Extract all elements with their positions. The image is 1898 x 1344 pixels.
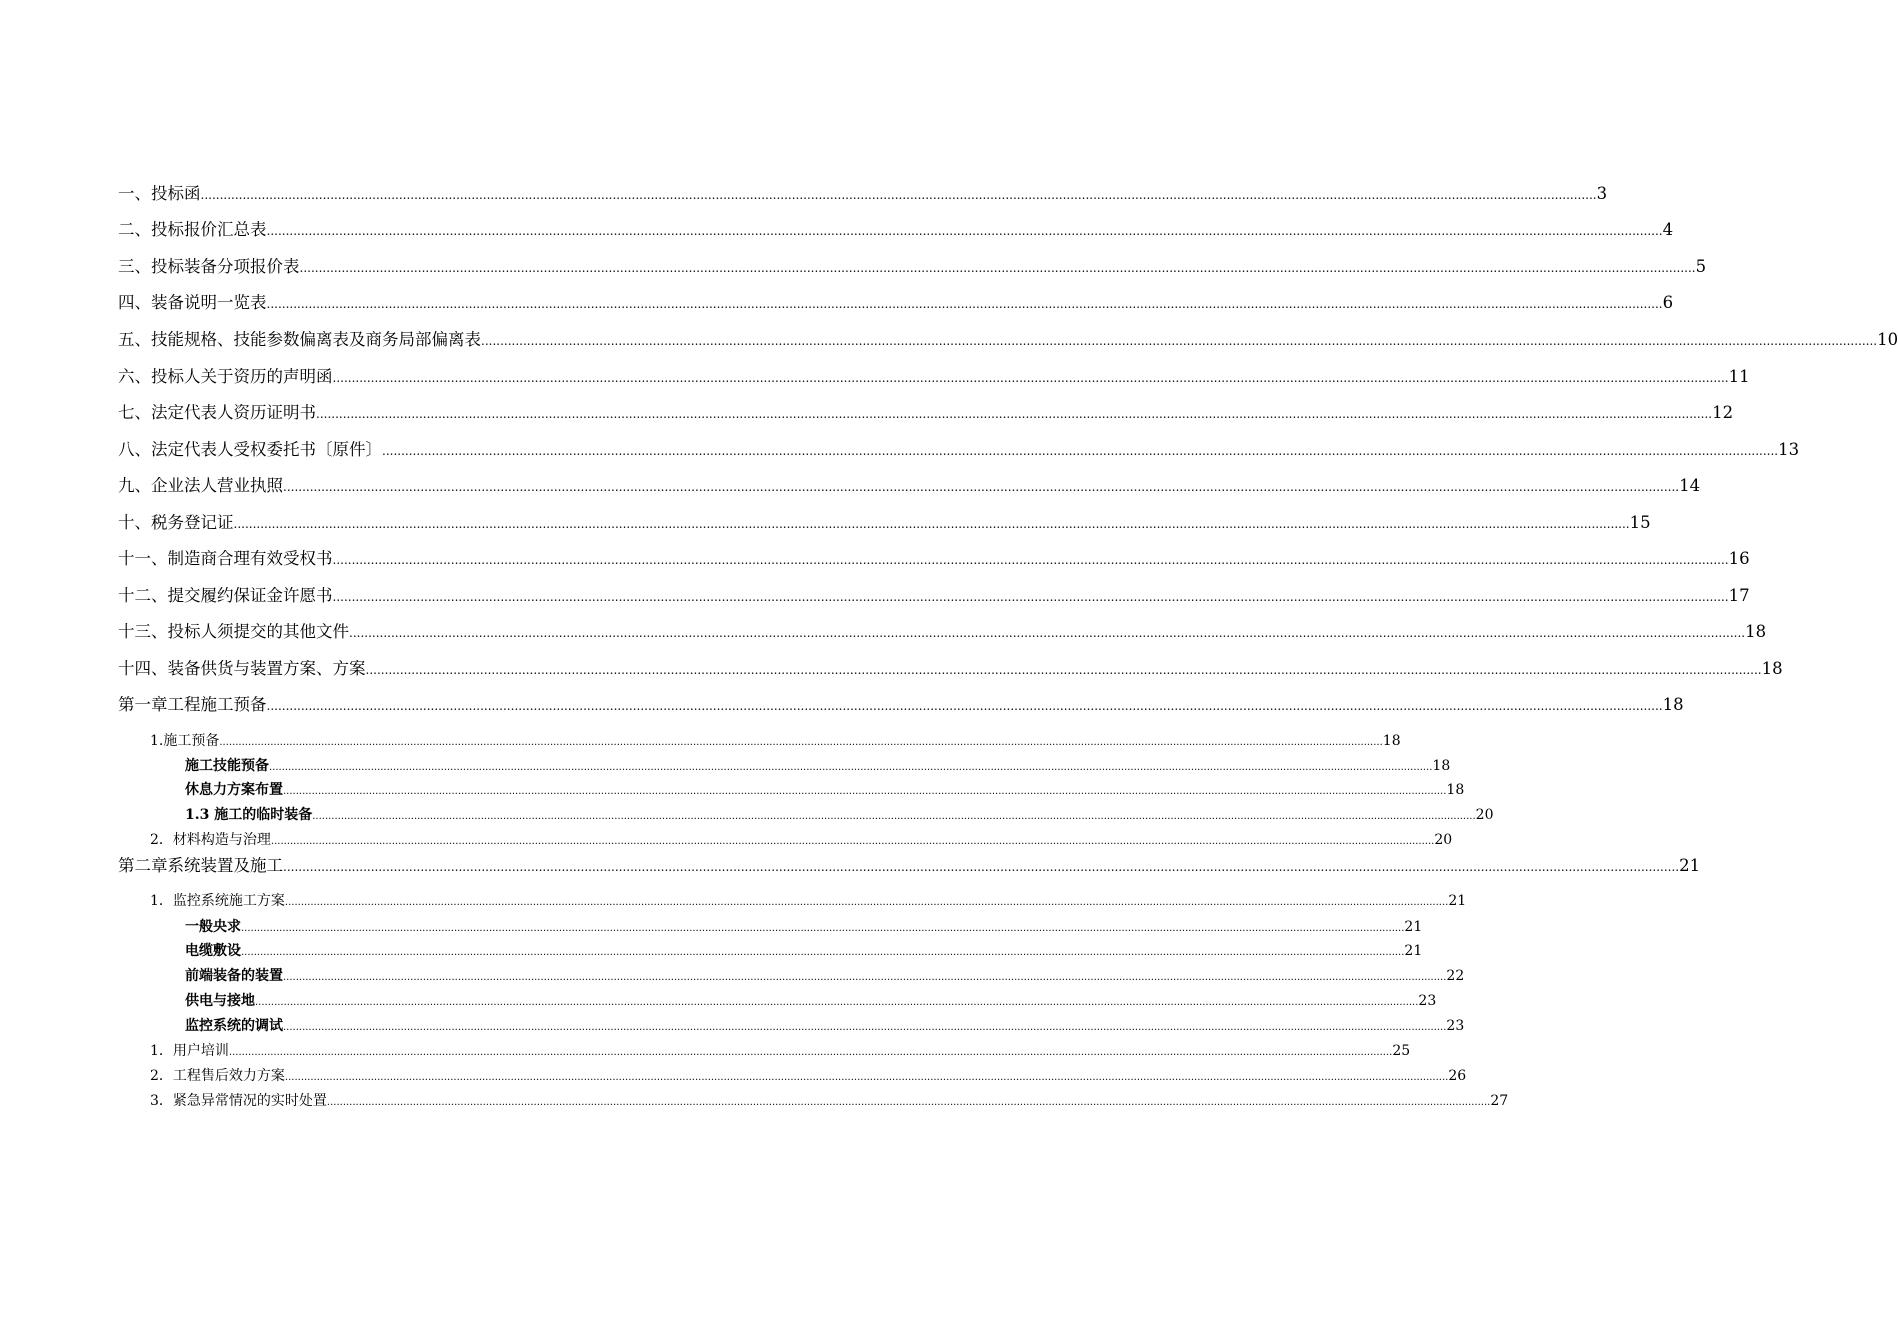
toc-entry[interactable] — [118, 328, 1898, 352]
toc-entry-page: 13 — [1778, 440, 1800, 459]
toc-entry-page: 3 — [1596, 184, 1608, 203]
toc-entry-title: 一、投标函 — [118, 182, 201, 206]
toc-entry[interactable] — [118, 218, 1674, 242]
toc-entry-title: 十四、装备供货与装置方案、方案 — [118, 657, 366, 681]
toc-entry-page: 18 — [1382, 733, 1401, 749]
toc-entry[interactable] — [185, 1016, 1465, 1036]
toc-entry-page: 21 — [1679, 856, 1701, 875]
toc-entry-title: 三、投标装备分项报价表 — [118, 255, 300, 279]
toc-entry-page: 20 — [1475, 807, 1494, 823]
toc-entry[interactable] — [150, 1066, 1467, 1086]
toc-entry[interactable] — [118, 620, 1767, 644]
toc-entry[interactable] — [185, 805, 1494, 825]
toc-entry-title: 十二、提交履约保证金许愿书 — [118, 584, 333, 608]
toc-entry-title: 2．材料构造与治理 — [150, 832, 271, 848]
toc-entry[interactable] — [150, 731, 1401, 751]
toc-leader-dots: .............................................................................................................................................................................................................................................................................................................................................................................. — [316, 407, 1713, 421]
toc-entry[interactable] — [185, 991, 1437, 1011]
toc-leader-dots: .............................................................................................................................................................................................................................................................................................................................................................................. — [365, 663, 1762, 677]
toc-entry-page: 25 — [1392, 1043, 1411, 1059]
toc-entry-title: 八、法定代表人受权委托书〔原件〕 — [118, 438, 382, 462]
toc-entry-page: 16 — [1728, 549, 1750, 568]
toc-entry-title: 六、投标人关于资历的声明函 — [118, 365, 333, 389]
toc-entry-title: 1．监控系统施工方案 — [150, 893, 285, 909]
toc-leader-dots: .............................................................................................................................................................................................................................................................................................................................................................................. — [326, 1097, 1491, 1108]
toc-entry-title: 二、投标报价汇总表 — [118, 218, 267, 242]
toc-entry[interactable] — [118, 401, 1734, 425]
toc-entry-title: 休息力方案布置 — [185, 782, 283, 798]
toc-entry-page: 21 — [1404, 919, 1423, 935]
toc-entry[interactable] — [118, 365, 1750, 389]
toc-leader-dots: .............................................................................................................................................................................................................................................................................................................................................................................. — [312, 811, 1476, 822]
toc-leader-dots: .............................................................................................................................................................................................................................................................................................................................................................................. — [200, 188, 1597, 202]
toc-entry-page: 12 — [1712, 403, 1734, 422]
toc-entry-title: 1.施工预备 — [150, 733, 220, 749]
toc-entry[interactable] — [118, 657, 1783, 681]
toc-entry-page: 4 — [1662, 220, 1674, 239]
toc-entry-title: 前端装备的装置 — [185, 968, 283, 984]
toc-entry[interactable] — [118, 547, 1750, 571]
toc-entry-title: 电缆敷设 — [185, 943, 241, 959]
toc-entry-page: 6 — [1662, 293, 1674, 312]
toc-entry-title: 2．工程售后效力方案 — [150, 1068, 285, 1084]
toc-entry[interactable] — [185, 756, 1451, 776]
toc-entry[interactable] — [118, 291, 1674, 315]
toc-entry-page: 11 — [1728, 367, 1750, 386]
toc-entry-title: 1．用户培训 — [150, 1043, 229, 1059]
toc-leader-dots: .............................................................................................................................................................................................................................................................................................................................................................................. — [332, 590, 1729, 604]
toc-leader-dots: .............................................................................................................................................................................................................................................................................................................................................................................. — [283, 860, 1680, 874]
toc-entry-page: 20 — [1434, 832, 1453, 848]
toc-entry-page: 17 — [1728, 586, 1750, 605]
toc-entry-title: 四、装备说明一览表 — [118, 291, 267, 315]
toc-entry[interactable] — [185, 780, 1465, 800]
toc-entry-page: 21 — [1448, 893, 1467, 909]
toc-entry[interactable] — [118, 693, 1684, 717]
toc-entry-title: 五、技能规格、技能参数偏离表及商务局部偏离表 — [118, 328, 481, 352]
toc-entry-title: 第二章系统装置及施工 — [118, 854, 283, 878]
toc-entry-page: 26 — [1448, 1068, 1467, 1084]
toc-leader-dots: .............................................................................................................................................................................................................................................................................................................................................................................. — [283, 1022, 1447, 1033]
toc-leader-dots: .............................................................................................................................................................................................................................................................................................................................................................................. — [332, 553, 1729, 567]
toc-entry-page: 22 — [1446, 968, 1465, 984]
toc-entry-page: 21 — [1404, 943, 1423, 959]
toc-leader-dots: .............................................................................................................................................................................................................................................................................................................................................................................. — [270, 836, 1435, 847]
toc-entry[interactable] — [150, 1091, 1509, 1111]
toc-entry-title: 1.3 施工的临时装备 — [185, 807, 313, 823]
toc-leader-dots: .............................................................................................................................................................................................................................................................................................................................................................................. — [284, 1072, 1449, 1083]
toc-entry-page: 5 — [1695, 257, 1707, 276]
toc-leader-dots: .............................................................................................................................................................................................................................................................................................................................................................................. — [349, 626, 1746, 640]
toc-leader-dots: .............................................................................................................................................................................................................................................................................................................................................................................. — [266, 224, 1663, 238]
toc-entry[interactable] — [150, 1041, 1411, 1061]
toc-leader-dots: .............................................................................................................................................................................................................................................................................................................................................................................. — [299, 261, 1696, 275]
toc-entry[interactable] — [150, 830, 1453, 850]
toc-entry-title: 施工技能预备 — [185, 758, 269, 774]
toc-entry-page: 14 — [1679, 476, 1701, 495]
toc-entry-title: 供电与接地 — [185, 993, 255, 1009]
toc-entry-page: 23 — [1418, 993, 1437, 1009]
toc-leader-dots: .............................................................................................................................................................................................................................................................................................................................................................................. — [481, 334, 1878, 348]
toc-entry[interactable] — [118, 255, 1707, 279]
toc-leader-dots: .............................................................................................................................................................................................................................................................................................................................................................................. — [266, 699, 1663, 713]
toc-entry-page: 18 — [1432, 758, 1451, 774]
toc-entry-page: 23 — [1446, 1018, 1465, 1034]
toc-leader-dots: .............................................................................................................................................................................................................................................................................................................................................................................. — [255, 997, 1419, 1008]
toc-entry-title: 3．紧急异常情况的实时处置 — [150, 1093, 327, 1109]
toc-leader-dots: .............................................................................................................................................................................................................................................................................................................................................................................. — [269, 762, 1433, 773]
toc-leader-dots: .............................................................................................................................................................................................................................................................................................................................................................................. — [241, 947, 1405, 958]
toc-entry-title: 十、税务登记证 — [118, 511, 234, 535]
toc-leader-dots: .............................................................................................................................................................................................................................................................................................................................................................................. — [284, 897, 1449, 908]
toc-entry-page: 10 — [1877, 330, 1898, 349]
toc-leader-dots: .............................................................................................................................................................................................................................................................................................................................................................................. — [241, 923, 1405, 934]
toc-entry-title: 十三、投标人须提交的其他文件 — [118, 620, 349, 644]
toc-entry-title: 九、企业法人营业执照 — [118, 474, 283, 498]
toc-entry[interactable] — [118, 474, 1701, 498]
toc-entry-title: 一般央求 — [185, 919, 241, 935]
toc-entry-title: 十一、制造商合理有效受权书 — [118, 547, 333, 571]
toc-entry-page: 27 — [1490, 1093, 1509, 1109]
toc-entry-title: 监控系统的调试 — [185, 1018, 283, 1034]
toc-entry-title: 七、法定代表人资历证明书 — [118, 401, 316, 425]
toc-entry-page: 18 — [1446, 782, 1465, 798]
toc-leader-dots: .............................................................................................................................................................................................................................................................................................................................................................................. — [233, 517, 1630, 531]
toc-leader-dots: .............................................................................................................................................................................................................................................................................................................................................................................. — [266, 297, 1663, 311]
toc-leader-dots: .............................................................................................................................................................................................................................................................................................................................................................................. — [283, 480, 1680, 494]
toc-leader-dots: .............................................................................................................................................................................................................................................................................................................................................................................. — [382, 444, 1779, 458]
toc-leader-dots: .............................................................................................................................................................................................................................................................................................................................................................................. — [283, 972, 1447, 983]
toc-entry[interactable] — [118, 854, 1701, 878]
toc-entry[interactable] — [185, 941, 1423, 961]
toc-leader-dots: .............................................................................................................................................................................................................................................................................................................................................................................. — [332, 371, 1729, 385]
toc-leader-dots: .............................................................................................................................................................................................................................................................................................................................................................................. — [283, 786, 1447, 797]
toc-entry[interactable] — [118, 511, 1651, 535]
toc-entry-title: 第一章工程施工预备 — [118, 693, 267, 717]
toc-entry-page: 18 — [1662, 695, 1684, 714]
toc-entry-page: 18 — [1761, 659, 1783, 678]
toc-entry[interactable] — [185, 917, 1423, 937]
toc-entry-page: 18 — [1745, 622, 1767, 641]
toc-leader-dots: .............................................................................................................................................................................................................................................................................................................................................................................. — [228, 1047, 1393, 1058]
toc-entry-page: 15 — [1629, 513, 1651, 532]
toc-entry[interactable] — [118, 438, 1800, 462]
toc-entry[interactable] — [150, 891, 1467, 911]
toc-entry[interactable] — [185, 966, 1465, 986]
toc-entry[interactable] — [118, 182, 1608, 206]
toc-leader-dots: .............................................................................................................................................................................................................................................................................................................................................................................. — [219, 737, 1383, 748]
toc-entry[interactable] — [118, 584, 1750, 608]
